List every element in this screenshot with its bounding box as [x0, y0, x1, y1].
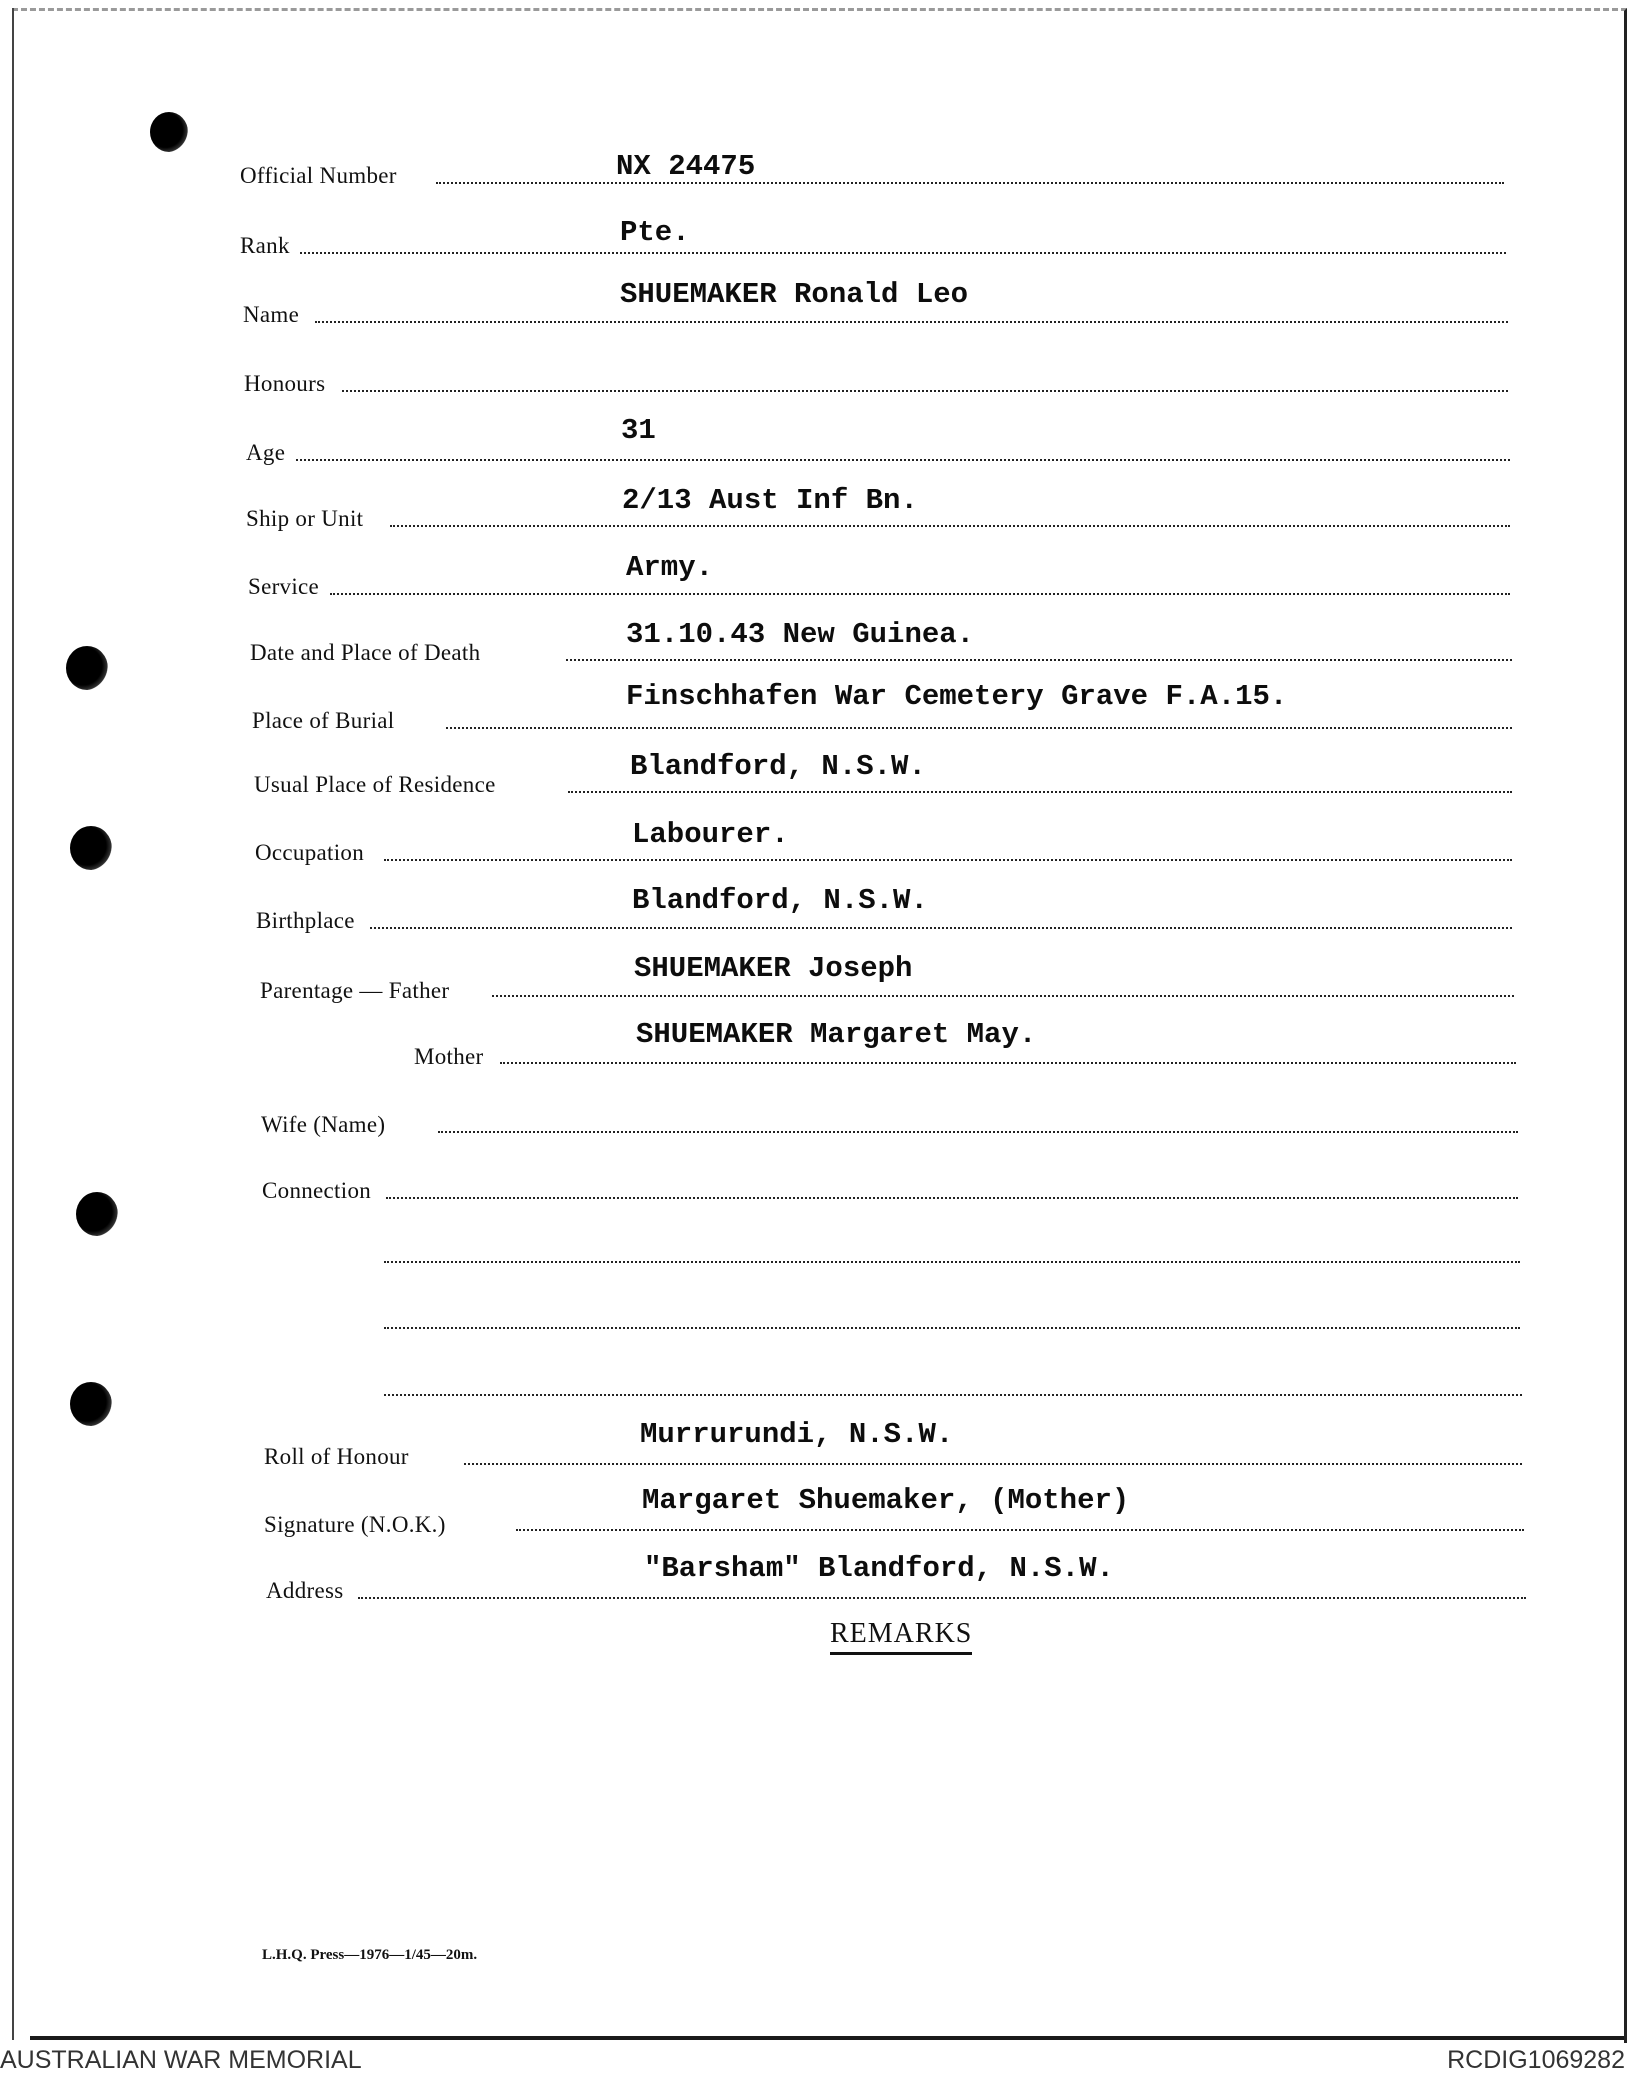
field-dots — [296, 459, 1510, 461]
field-dots — [358, 1597, 1526, 1599]
field-value: 31.10.43 New Guinea. — [626, 618, 975, 651]
field-value: 31 — [621, 414, 656, 447]
field-value: Labourer. — [632, 818, 789, 851]
field-label: Connection — [262, 1178, 372, 1203]
punch-hole — [150, 112, 188, 152]
page-left-edge — [12, 8, 14, 2040]
field-label: Occupation — [255, 840, 365, 865]
field-label: Honours — [244, 371, 326, 396]
field-value: Margaret Shuemaker, (Mother) — [642, 1484, 1130, 1517]
press-note: L.H.Q. Press—1976—1/45—20m. — [262, 1947, 478, 1963]
field-label: Date and Place of Death — [250, 640, 481, 665]
field-label: Birthplace — [256, 908, 355, 933]
field-label: Ship or Unit — [246, 506, 364, 531]
field-label: Roll of Honour — [264, 1444, 409, 1469]
field-value: Army. — [626, 551, 714, 584]
field-value: SHUEMAKER Margaret May. — [636, 1018, 1037, 1051]
field-dots — [464, 1463, 1522, 1465]
field-value: "Barsham" Blandford, N.S.W. — [644, 1552, 1114, 1585]
punch-hole — [66, 646, 108, 690]
field-value: Blandford, N.S.W. — [632, 884, 928, 917]
field-label: Mother — [414, 1044, 484, 1069]
punch-hole — [70, 826, 112, 870]
field-dots — [342, 390, 1508, 392]
field-label: Signature (N.O.K.) — [264, 1512, 446, 1537]
field-label: Service — [248, 574, 320, 599]
remarks-heading: REMARKS — [830, 1618, 972, 1655]
field-value: SHUEMAKER Joseph — [634, 952, 913, 985]
field-label: Wife (Name) — [261, 1112, 386, 1137]
field-dots — [315, 321, 1508, 323]
field-value: Murrurundi, N.S.W. — [640, 1418, 954, 1451]
field-value: 2/13 Aust Inf Bn. — [622, 484, 918, 517]
field-dots — [446, 727, 1512, 729]
field-label: Address — [266, 1578, 344, 1603]
field-dots — [436, 182, 1504, 184]
field-value: Pte. — [620, 216, 690, 249]
footer-left-text: AUSTRALIAN WAR MEMORIAL — [0, 2046, 362, 2074]
punch-hole — [76, 1192, 118, 1236]
field-label: Place of Burial — [252, 708, 395, 733]
field-value: Blandford, N.S.W. — [630, 750, 926, 783]
field-dots — [370, 927, 1512, 929]
connection-extra-line — [384, 1394, 1522, 1396]
field-label: Usual Place of Residence — [254, 772, 496, 797]
field-dots — [438, 1131, 1518, 1133]
punch-hole — [70, 1382, 112, 1426]
connection-extra-line — [384, 1327, 1520, 1329]
field-dots — [300, 252, 1506, 254]
field-label: Official Number — [240, 163, 397, 188]
field-dots — [384, 859, 1512, 861]
page-bottom-edge — [30, 2036, 1624, 2040]
field-label: Rank — [240, 233, 290, 258]
field-dots — [516, 1529, 1524, 1531]
field-dots — [330, 593, 1510, 595]
field-dots — [568, 791, 1512, 793]
field-value: Finschhafen War Cemetery Grave F.A.15. — [626, 680, 1288, 713]
field-dots — [566, 659, 1512, 661]
connection-extra-line — [384, 1261, 1520, 1263]
field-label: Name — [243, 302, 300, 327]
footer-right-text: RCDIG1069282 — [1447, 2046, 1625, 2074]
field-label: Age — [246, 440, 286, 465]
field-dots — [390, 525, 1510, 527]
field-value: SHUEMAKER Ronald Leo — [620, 278, 969, 311]
field-dots — [500, 1062, 1516, 1064]
field-value: NX 24475 — [616, 150, 756, 183]
field-dots — [492, 995, 1514, 997]
field-label: Parentage — Father — [260, 978, 450, 1003]
field-dots — [386, 1197, 1518, 1199]
